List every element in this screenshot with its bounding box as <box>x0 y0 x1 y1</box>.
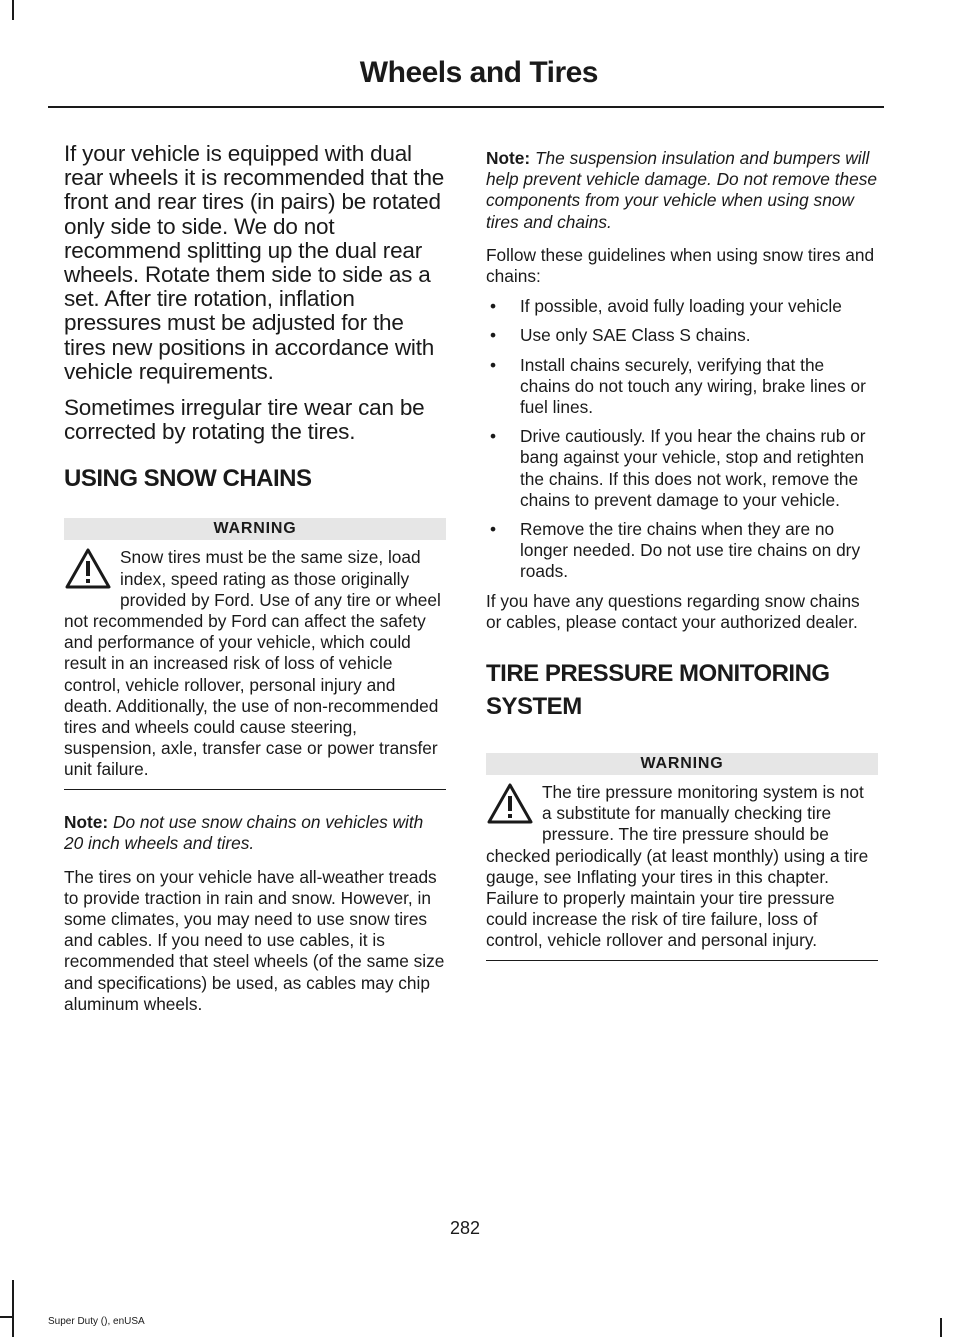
bullet-point: • <box>490 296 497 317</box>
page-header <box>48 56 884 90</box>
page-title: Wheels and Tires <box>359 56 598 89</box>
page-number: 282 <box>449 1218 481 1238</box>
list-item-text: Remove the tire chains when they are no longer needed. Do not use tire chains on dry roads. <box>520 519 861 582</box>
warning-text: Snow tires must be the same size, load index, speed rating as those originally provided by Ford. Use of any tire or wheel not recommended by Ford can affect the safety and performance of your vehicle, which could result in an increased risk of loss of vehicle control, vehicle rollover, personal injury and death. Additionally, the use of non-recommended tires and wheels could cause steering, suspension, axle, transfer case or power transfer unit failure. <box>64 547 441 780</box>
closing-paragraph: If you have any questions regarding snow chains or cables, please contact your authorized dealer. <box>486 590 860 632</box>
note-label: Note: <box>64 812 109 833</box>
bullet-point: • <box>490 354 497 375</box>
section-heading-line: TIRE PRESSURE MONITORING <box>486 660 830 688</box>
header-divider <box>48 106 884 108</box>
body-paragraph: The tires on your vehicle have all-weather treads to provide traction in rain and snow. However, in some climates, you may need to use snow tires and cables. If you need to use cables, it is recommended that steel wheels (of the same size and specifications) be used, as cables may chip aluminum wheels. <box>64 866 445 1014</box>
lead-paragraph: If your vehicle is equipped with dual rear wheels it is recommended that the front and rear tires (in pairs) be rotated only side to side. We do not recommend splitting up the dual rear wheels. Rotate them side to side as a set. After tire rotation, inflation pressures must be adjusted for the tires new positions in accordance with vehicle requirements. <box>64 141 445 384</box>
list-item-text: Install chains securely, verifying that the chains do not touch any wiring, brake lines or fuel lines. <box>520 354 866 418</box>
note <box>64 812 446 854</box>
bullet-point: • <box>490 325 497 346</box>
warning-box <box>486 753 878 961</box>
crop-mark <box>12 0 14 20</box>
warning-triangle-icon <box>486 782 534 826</box>
crop-mark <box>940 1318 942 1337</box>
note-text: The suspension insulation and bumpers will help prevent vehicle damage. Do not remove these components from your vehicle when using snow tires and chains. <box>486 148 877 232</box>
lead-paragraph: Sometimes irregular tire wear can be corrected by rotating the tires. <box>64 395 425 445</box>
list-item-text: Use only SAE Class S chains. <box>520 325 751 346</box>
left-column <box>64 142 446 1015</box>
list-item <box>486 426 878 511</box>
section-heading-tpms <box>486 657 878 723</box>
list-item-text: If possible, avoid fully loading your vehicle <box>520 296 842 317</box>
section-heading-snow-chains: USING SNOW CHAINS <box>64 465 312 493</box>
note-text: Do not use snow chains on vehicles with 20 inch wheels and tires. <box>64 812 424 854</box>
note <box>486 148 878 233</box>
warning-label: WARNING <box>486 753 878 775</box>
warning-triangle-icon <box>64 547 112 591</box>
warning-divider <box>64 789 446 791</box>
right-column <box>486 148 878 961</box>
warning-body <box>486 782 878 952</box>
warning-text: The tire pressure monitoring system is not a substitute for manually checking tire pressure. The tire pressure should be checked periodically (at least monthly) using a tire gauge, see Inflating your tires in this chapter. Failure to properly maintain your tire pressure could increase the risk of tire failure, loss of control, vehicle rollover and personal injury. <box>486 782 869 951</box>
crop-mark <box>12 1280 14 1337</box>
list-item <box>486 355 878 419</box>
list-item-text: Drive cautiously. If you hear the chains rub or bang against your vehicle, stop and retighten the chains. If this does not work, remove the chains to prevent damage to your vehicle. <box>520 426 866 510</box>
bullet-point: • <box>490 519 497 540</box>
guidelines-list <box>486 296 878 582</box>
document-id: Super Duty (), enUSA <box>48 1316 145 1327</box>
list-item <box>486 325 878 346</box>
bullet-point: • <box>490 426 497 447</box>
warning-box <box>64 518 446 790</box>
warning-divider <box>486 960 878 962</box>
note-label: Note: <box>486 148 531 168</box>
section-heading-line: SYSTEM <box>486 693 582 721</box>
list-item <box>486 519 878 583</box>
list-item <box>486 296 878 317</box>
warning-label: WARNING <box>64 518 446 540</box>
intro-paragraph: Follow these guidelines when using snow tires and chains: <box>486 244 875 287</box>
warning-body <box>64 547 446 780</box>
